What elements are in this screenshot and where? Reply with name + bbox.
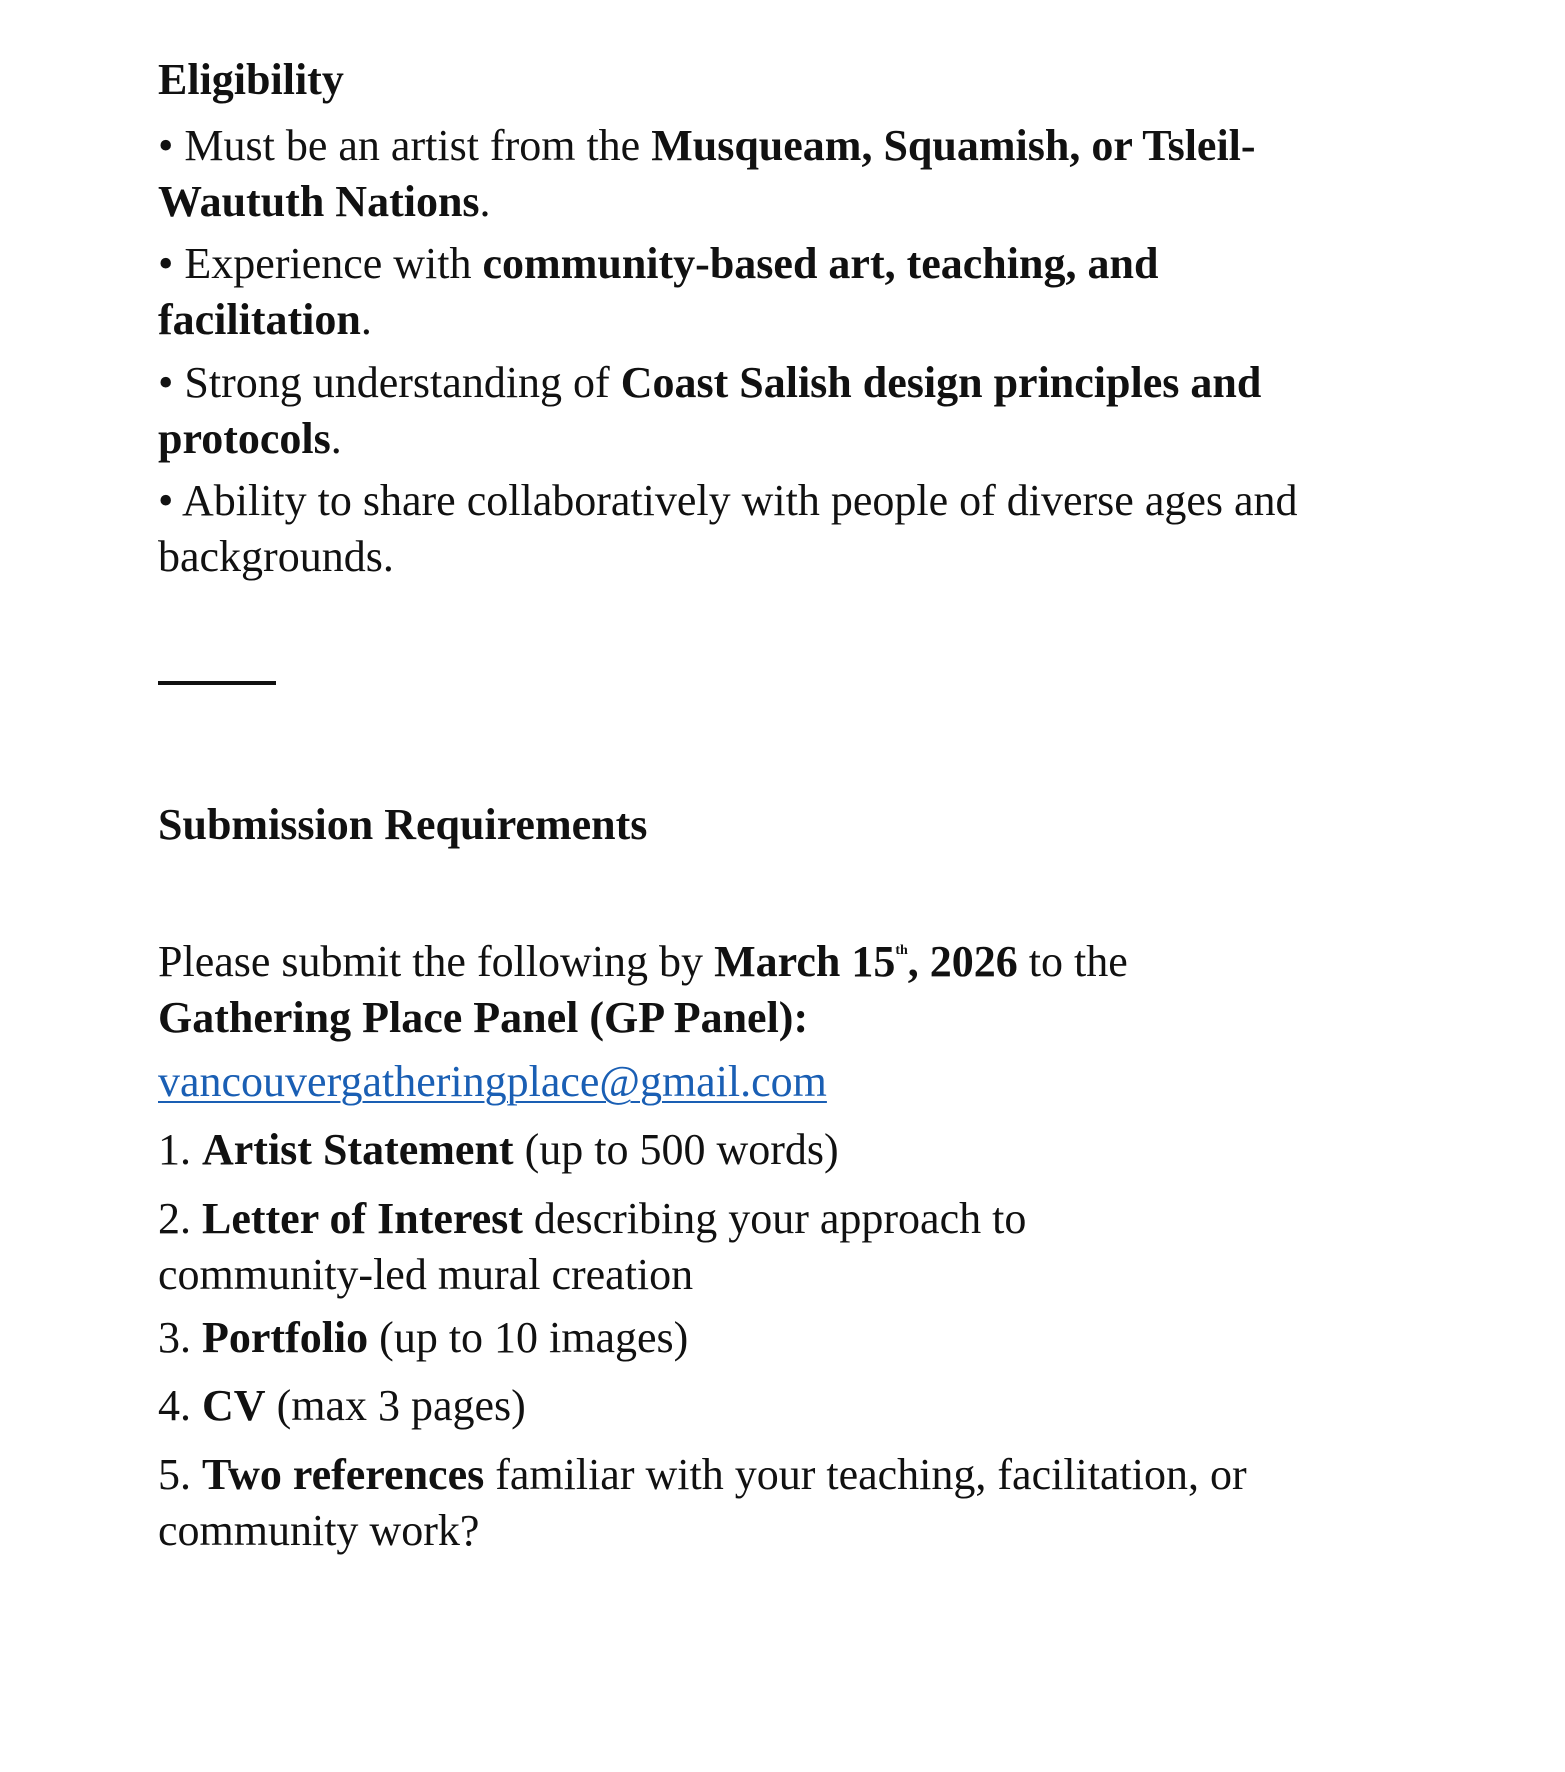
bullet: • [158,239,174,288]
email-link[interactable]: vancouvergatheringplace@gmail.com [158,1057,827,1106]
eligibility-item-2: • Experience with community-based art, teaching, and facilitation. [158,239,1159,344]
eligibility-item-4: • Ability to share collaboratively with people of diverse ages and backgrounds. [158,476,1298,581]
eligibility-item-3: • Strong understanding of Coast Salish design principles and protocols. [158,358,1262,463]
submission-intro: Please submit the following by March 15th, 2026 to the Gathering Place Panel (GP Panel): [158,937,1128,1042]
submission-item-3: 3. Portfolio (up to 10 images) [158,1313,689,1362]
panel-name: Gathering Place Panel (GP Panel): [158,993,809,1042]
submission-item-5: 5. Two references familiar with your teaching, facilitation, or community work? [158,1450,1247,1555]
submission-item-2: 2. Letter of Interest describing your approach to community-led mural creation [158,1194,1027,1299]
submission-item-1: 1. Artist Statement (up to 500 words) [158,1125,839,1174]
submission-heading: Submission Requirements [158,800,648,849]
email-line [158,1054,827,1110]
eligibility-item-1: • Must be an artist from the Musqueam, Squamish, or Tsleil-Waututh Nations. [158,121,1256,226]
deadline: March 15th, 2026 [714,937,1018,986]
bullet: • [158,476,174,525]
submission-item-4: 4. CV (max 3 pages) [158,1381,526,1430]
bullet: • [158,121,174,170]
section-divider [158,681,276,685]
bullet: • [158,358,174,407]
eligibility-heading: Eligibility [158,55,344,104]
